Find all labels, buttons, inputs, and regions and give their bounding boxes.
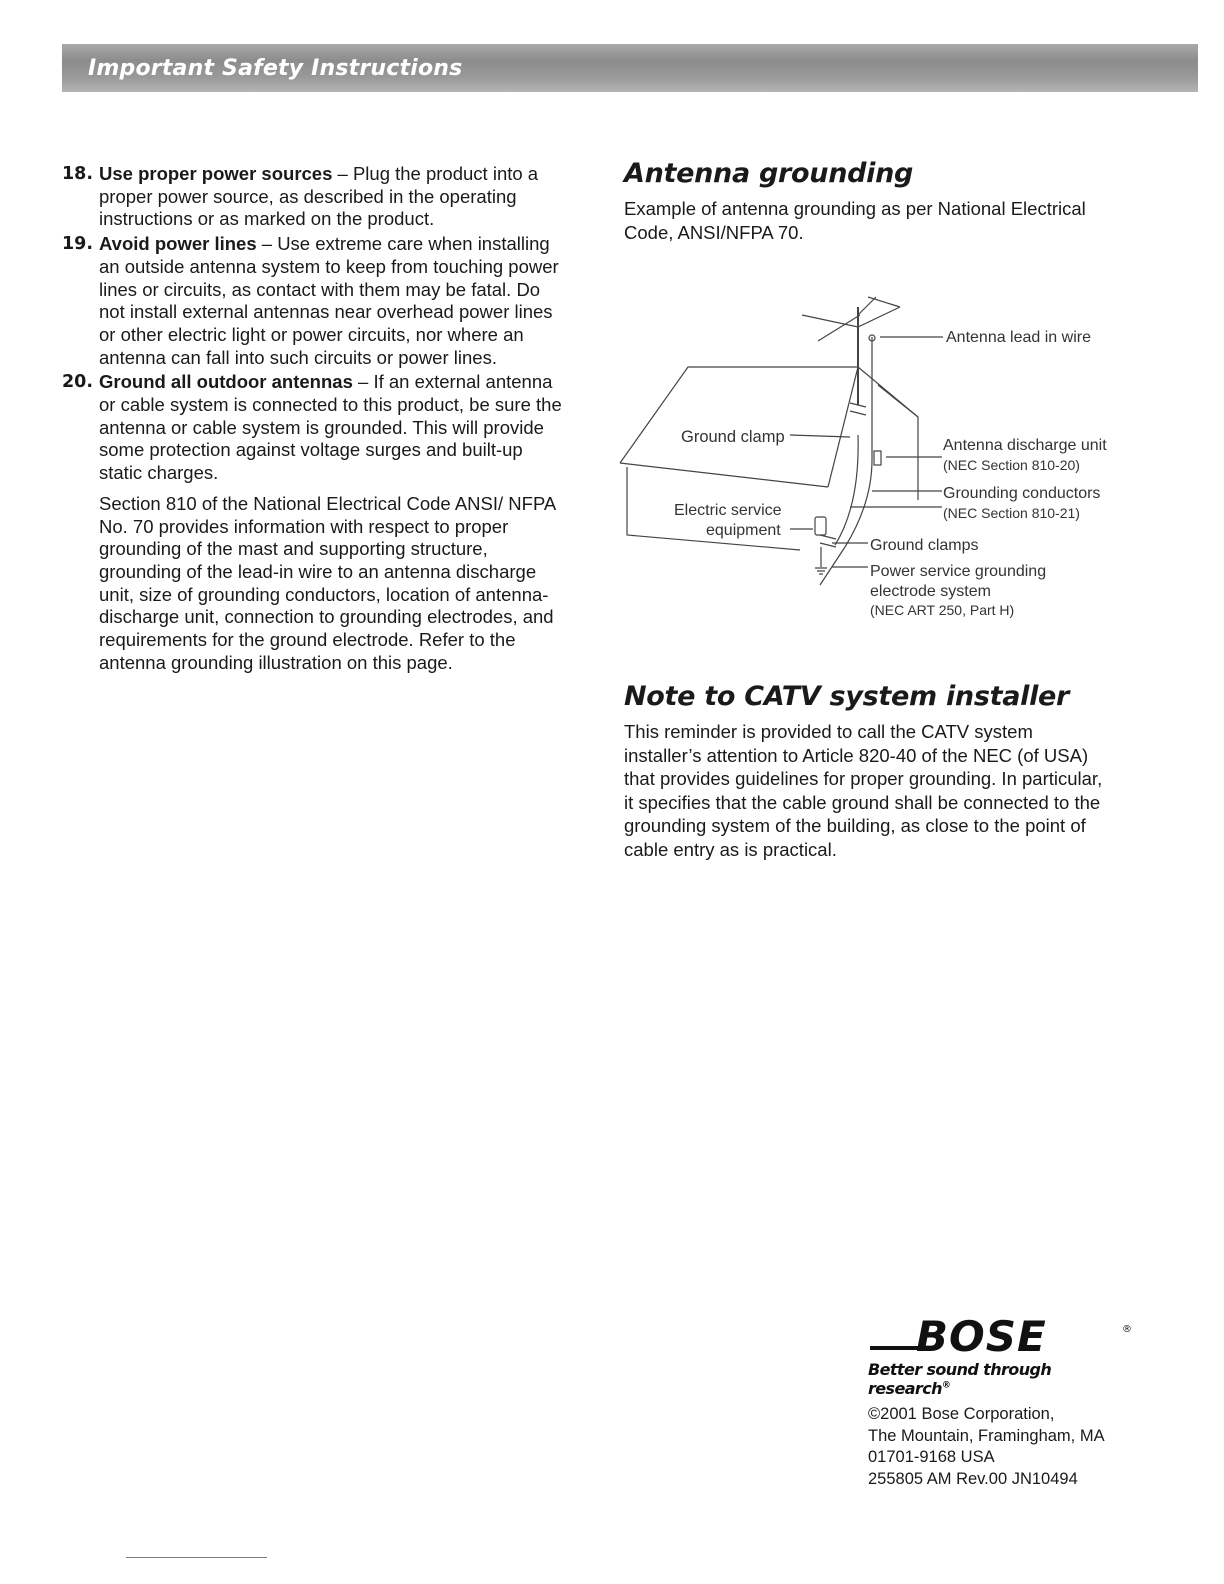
item-text: – If an external antenna or cable system is connected to this product, be sure the antenna or cable system is grounded. This will provide some protection against voltage surges and built-up static charges. bbox=[99, 371, 562, 484]
catv-text: This reminder is provided to call the CATV system installer’s attention to Article 820-40 of the NEC (of USA) that provides guidelines for proper grounding. In particular, it specifies that the cable ground shall be connected to the grounding system of the building, as close to the point of cable entry as is practical. bbox=[624, 721, 1103, 860]
ground-symbol bbox=[815, 568, 827, 574]
item-number: 20. bbox=[62, 372, 94, 393]
bose-logo bbox=[868, 1318, 1138, 1360]
antenna-element-3 bbox=[858, 297, 876, 315]
house-right-gable bbox=[858, 367, 918, 500]
instruction-item-19 bbox=[62, 233, 562, 369]
item-number: 19. bbox=[62, 234, 94, 255]
roof-ridge-end bbox=[828, 367, 858, 487]
header-bar bbox=[62, 44, 1198, 92]
instruction-item-18 bbox=[62, 163, 562, 231]
item-extra-paragraph: Section 810 of the National Electrical Code ANSI/ NFPA No. 70 provides information with respect to proper grounding of the mast and supporting structure, grounding of the lead-in wire to an antenna discharge unit, size of grounding conductors, location of antenna-discharge unit, connection to grounding electrodes, and requirements for the ground electrode. Refer to the antenna grounding illustration on this page. bbox=[99, 492, 556, 673]
company-address bbox=[868, 1404, 1105, 1490]
antenna-grounding-heading: Antenna grounding bbox=[624, 158, 914, 189]
lead-in-wire bbox=[820, 337, 872, 585]
bose-logo-block bbox=[868, 1318, 1138, 1398]
logo-registered-mark: ® bbox=[1122, 1324, 1132, 1335]
roof-right-slope bbox=[878, 385, 918, 417]
item-heading: Use proper power sources bbox=[99, 163, 333, 184]
label-electric-service-2: equipment bbox=[706, 522, 781, 539]
label-electric-service-1: Electric service bbox=[674, 502, 782, 519]
label-power-service-ref: (NEC ART 250, Part H) bbox=[870, 602, 1015, 618]
discharge-unit-box bbox=[874, 451, 881, 465]
item-heading: Avoid power lines bbox=[99, 233, 257, 255]
label-power-service-2: electrode system bbox=[870, 583, 991, 600]
item-heading: Ground all outdoor antennas bbox=[99, 371, 353, 393]
antenna-element-2 bbox=[818, 315, 860, 341]
label-grounding-conductors-ref: (NEC Section 810-21) bbox=[943, 505, 1080, 521]
roof-eave bbox=[620, 463, 828, 487]
antenna-grounding-text: Example of antenna grounding as per National Electrical Code, ANSI/NFPA 70. bbox=[624, 198, 1086, 243]
item-text: – Use extreme care when installing an outside antenna system to keep from touching power lines or circuits, as contact with them may be fatal. Do not install external antennas near overhead power lines or other electric light or power circuits, nor where an antenna can fall into such circuits or power lines. bbox=[99, 233, 559, 368]
ground-clamp-marks bbox=[820, 535, 836, 547]
label-grounding-conductors: Grounding conductors bbox=[943, 485, 1101, 502]
logo-tagline: Better sound through research® bbox=[868, 1360, 1052, 1398]
antenna-element-1 bbox=[802, 307, 900, 327]
catv-heading: Note to CATV system installer bbox=[624, 681, 1070, 712]
label-discharge-unit: Antenna discharge unit bbox=[943, 437, 1107, 454]
label-ground-clamps: Ground clamps bbox=[870, 537, 979, 554]
instruction-item-20 bbox=[62, 371, 562, 674]
page-title: Important Safety Instructions bbox=[88, 56, 463, 81]
label-discharge-unit-ref: (NEC Section 810-20) bbox=[943, 457, 1080, 473]
mast-clamp bbox=[850, 403, 866, 415]
safety-instructions-list bbox=[62, 163, 562, 676]
logo-underline-bar bbox=[870, 1346, 918, 1350]
item-text: – Plug the product into a proper power source, as described in the operating instructions or as marked on the product. bbox=[99, 163, 539, 230]
antenna-element-4 bbox=[868, 297, 900, 307]
label-ground-clamp: Ground clamp bbox=[681, 428, 785, 446]
footer-rule bbox=[126, 1557, 267, 1558]
electric-service-box bbox=[815, 517, 826, 535]
catv-section bbox=[624, 681, 1104, 861]
antenna-grounding-section bbox=[624, 158, 1124, 244]
roof-left-edge bbox=[620, 367, 858, 463]
item-number: 18. bbox=[62, 164, 94, 184]
address-line-2: The Mountain, Framingham, MA bbox=[868, 1426, 1105, 1445]
antenna-grounding-diagram bbox=[610, 285, 1130, 630]
address-line-1: ©2001 Bose Corporation, bbox=[868, 1405, 1055, 1423]
address-line-4: 255805 AM Rev.00 JN10494 bbox=[868, 1469, 1078, 1488]
logo-wordmark: BOSE bbox=[916, 1318, 1047, 1360]
label-power-service-1: Power service grounding bbox=[870, 563, 1047, 580]
address-line-3: 01701-9168 USA bbox=[868, 1448, 995, 1466]
label-lead-in-wire: Antenna lead in wire bbox=[946, 329, 1091, 346]
